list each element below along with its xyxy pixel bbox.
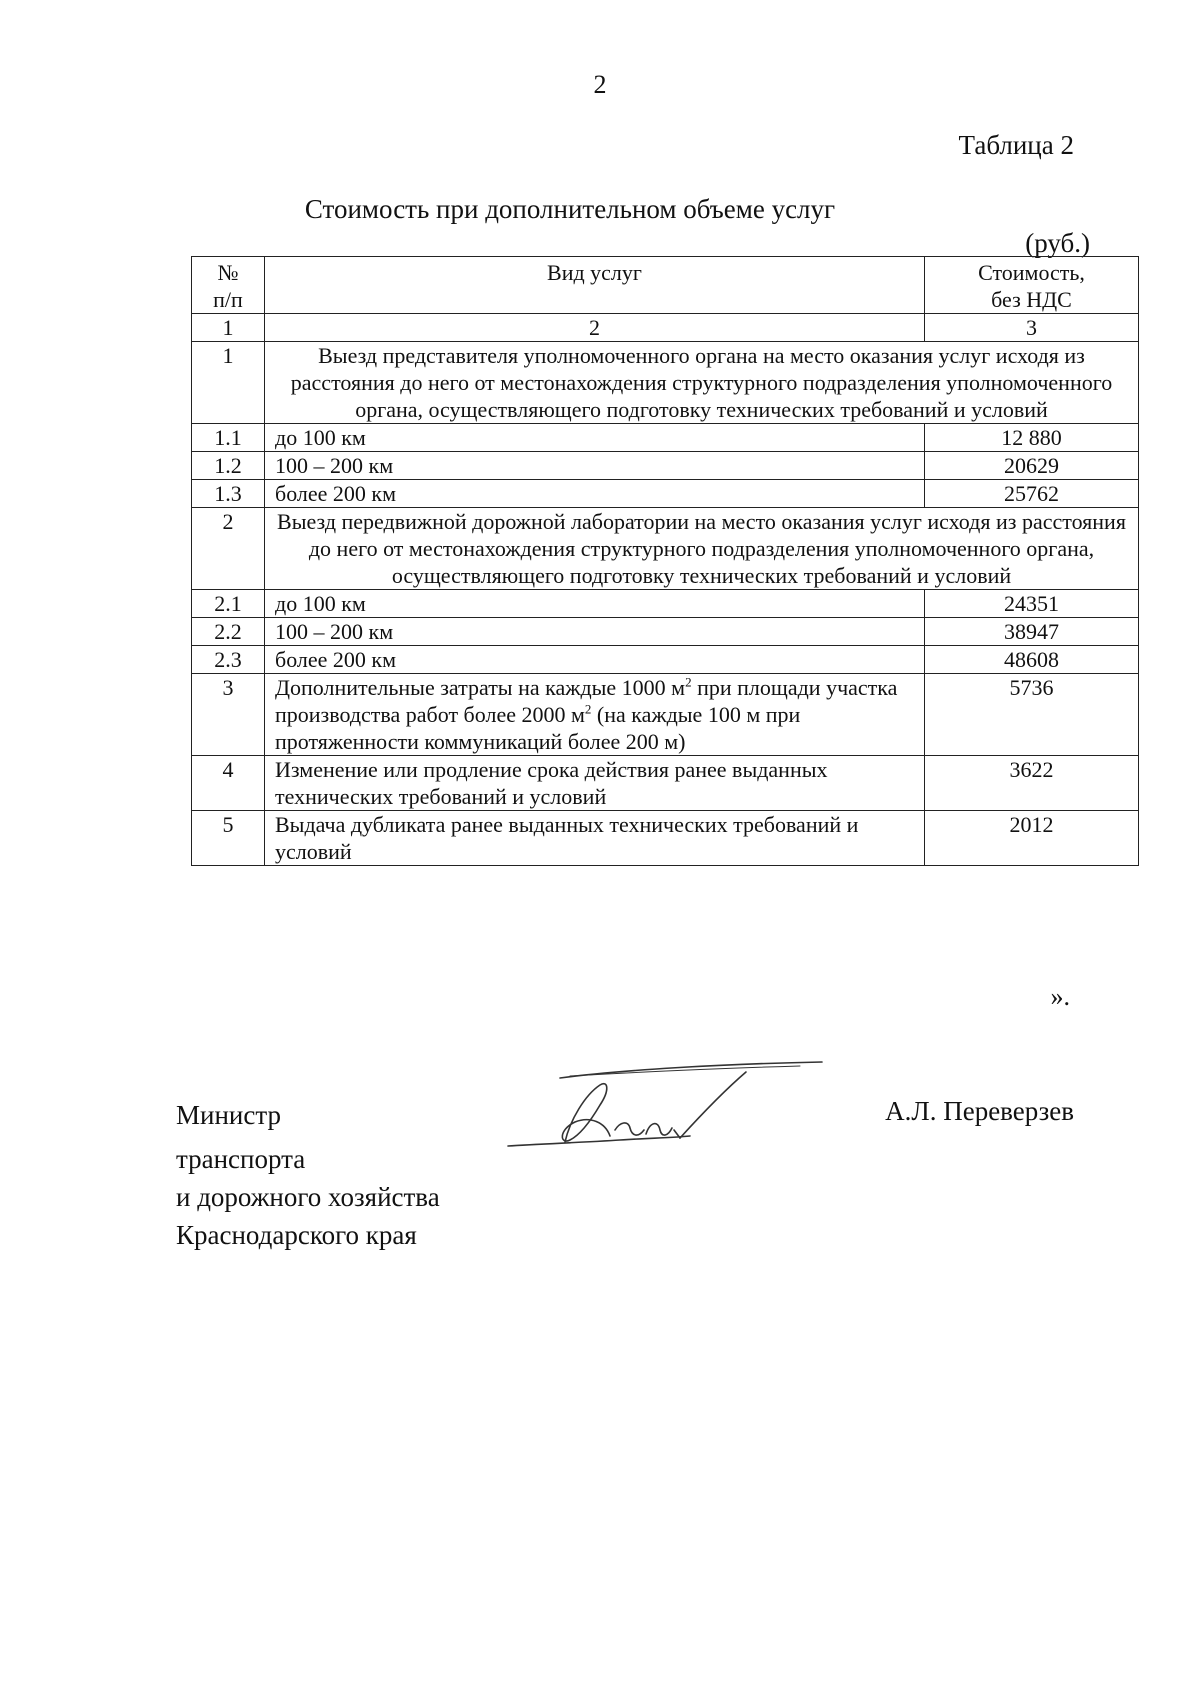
- row-number: 2.1: [192, 590, 265, 618]
- service-text-part: (на каждые 100 м при протяженности коммуникаций более 200 м): [275, 702, 801, 754]
- superscript: 2: [685, 674, 692, 690]
- service-name: Выезд представителя уполномоченного органа на место оказания услуг исходя из расстояния до него от местонахождения структурного подразделения уполномоченного органа, осуществляющего подготовку технических требований и условий: [265, 342, 1139, 424]
- price-value: 25762: [925, 480, 1139, 508]
- row-number: 2.2: [192, 618, 265, 646]
- signer-title: [176, 1096, 440, 1254]
- service-name: Изменение или продление срока действия ранее выданных технических требований и условий: [265, 756, 925, 811]
- table-row: [192, 811, 1139, 866]
- signer-title-line: Министр: [176, 1100, 281, 1130]
- row-number: 2: [192, 508, 265, 590]
- row-number: 3: [192, 674, 265, 756]
- row-number: 1.1: [192, 424, 265, 452]
- price-value: 20629: [925, 452, 1139, 480]
- table-row: [192, 756, 1139, 811]
- signer-title-line: транспорта: [176, 1144, 306, 1174]
- service-text-part: при площади участка производства работ более 2000 м: [275, 675, 898, 727]
- table-row: [192, 452, 1139, 480]
- table-header-row: [192, 257, 1139, 314]
- closing-quote: ».: [1050, 982, 1070, 1011]
- row-number: 2.3: [192, 646, 265, 674]
- service-name: Выдача дубликата ранее выданных технических требований и условий: [265, 811, 925, 866]
- header-number: № п/п: [192, 257, 265, 314]
- table-label: Таблица 2: [958, 130, 1074, 160]
- table-row: [192, 646, 1139, 674]
- table-row: [192, 590, 1139, 618]
- column-number: 3: [925, 314, 1139, 342]
- service-name: до 100 км: [265, 590, 925, 618]
- row-number: 5: [192, 811, 265, 866]
- header-service: Вид услуг: [265, 257, 925, 314]
- service-name: [265, 674, 925, 756]
- service-name: 100 – 200 км: [265, 618, 925, 646]
- column-number: 1: [192, 314, 265, 342]
- unit-label: (руб.): [1025, 228, 1090, 258]
- table-row: [192, 618, 1139, 646]
- service-name: более 200 км: [265, 646, 925, 674]
- table-section-row: [192, 342, 1139, 424]
- signer-name: А.Л. Переверзев: [885, 1096, 1074, 1126]
- cost-table: [191, 256, 1139, 866]
- row-number: 1: [192, 342, 265, 424]
- row-number: 1.3: [192, 480, 265, 508]
- page-number: 2: [593, 70, 607, 99]
- service-name: 100 – 200 км: [265, 452, 925, 480]
- service-name: до 100 км: [265, 424, 925, 452]
- price-value: 48608: [925, 646, 1139, 674]
- table-row: [192, 674, 1139, 756]
- row-number: 1.2: [192, 452, 265, 480]
- table-title: Стоимость при дополнительном объеме услуг: [304, 194, 836, 224]
- price-value: 5736: [925, 674, 1139, 756]
- service-name: Выезд передвижной дорожной лаборатории на место оказания услуг исходя из расстояния до него от местонахождения структурного подразделения уполномоченного органа, осуществляющего подготовку технических требований и условий: [265, 508, 1139, 590]
- header-price: Стоимость, без НДС: [925, 257, 1139, 314]
- price-value: 3622: [925, 756, 1139, 811]
- price-value: 24351: [925, 590, 1139, 618]
- table-row: [192, 480, 1139, 508]
- signer-title-line: и дорожного хозяйства: [176, 1182, 440, 1212]
- price-value: 38947: [925, 618, 1139, 646]
- row-number: 4: [192, 756, 265, 811]
- price-value: 12 880: [925, 424, 1139, 452]
- signer-title-line: Краснодарского края: [176, 1220, 417, 1250]
- table-row: [192, 424, 1139, 452]
- service-text-part: Дополнительные затраты на каждые 1000 м: [275, 675, 686, 700]
- service-name: более 200 км: [265, 480, 925, 508]
- table-section-row: [192, 508, 1139, 590]
- column-number-row: [192, 314, 1139, 342]
- superscript: 2: [584, 701, 592, 717]
- price-value: 2012: [925, 811, 1139, 866]
- handwritten-signature: [500, 1050, 830, 1160]
- column-number: 2: [265, 314, 925, 342]
